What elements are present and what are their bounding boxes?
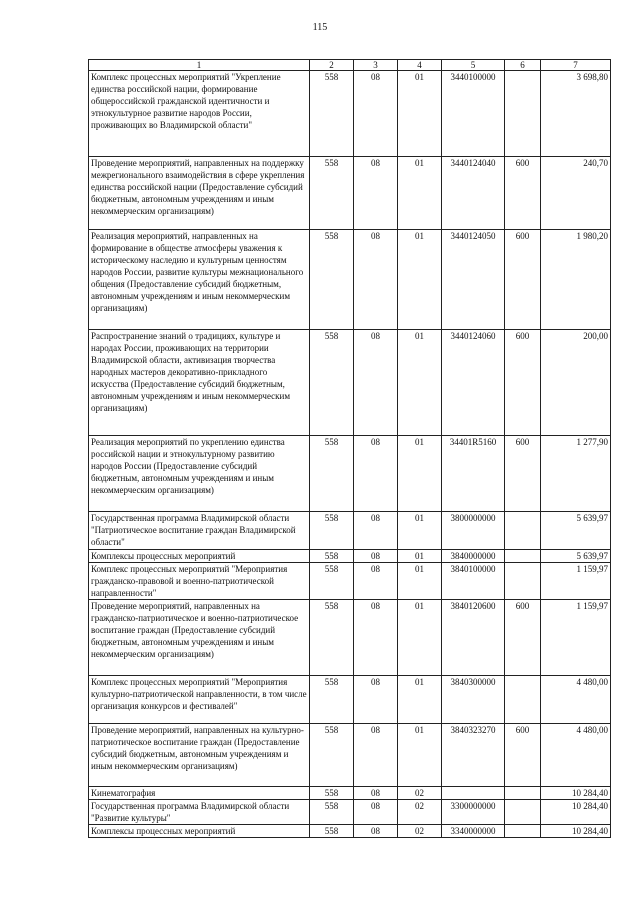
- cell-section: 08: [354, 71, 398, 157]
- cell-target-article: 3340000000: [442, 825, 505, 838]
- cell-expense-type: 600: [505, 600, 541, 676]
- cell-section: 08: [354, 800, 398, 825]
- cell-amount: 4 480,00: [541, 676, 611, 724]
- cell-ministry-code: 558: [310, 436, 354, 512]
- cell-name: Комплексы процессных мероприятий: [89, 550, 310, 563]
- table-row: [89, 330, 611, 436]
- cell-ministry-code: 558: [310, 230, 354, 330]
- table-row: [89, 157, 611, 230]
- cell-expense-type: [505, 676, 541, 724]
- cell-target-article: 3800000000: [442, 512, 505, 550]
- header-col-6: 6: [505, 60, 541, 71]
- table-row: [89, 787, 611, 800]
- cell-expense-type: [505, 550, 541, 563]
- cell-ministry-code: 558: [310, 563, 354, 600]
- cell-subsection: 01: [398, 550, 442, 563]
- cell-subsection: 02: [398, 800, 442, 825]
- table-row: [89, 550, 611, 563]
- cell-section: 08: [354, 230, 398, 330]
- cell-target-article: 3840120600: [442, 600, 505, 676]
- cell-subsection: 01: [398, 436, 442, 512]
- cell-amount: 10 284,40: [541, 800, 611, 825]
- cell-amount: 1 159,97: [541, 563, 611, 600]
- table-header-row: [89, 60, 611, 71]
- cell-amount: 4 480,00: [541, 724, 611, 787]
- cell-target-article: 3840100000: [442, 563, 505, 600]
- cell-expense-type: 600: [505, 330, 541, 436]
- cell-subsection: 01: [398, 724, 442, 787]
- cell-expense-type: [505, 787, 541, 800]
- cell-subsection: 01: [398, 563, 442, 600]
- cell-amount: 3 698,80: [541, 71, 611, 157]
- cell-ministry-code: 558: [310, 512, 354, 550]
- table-row: [89, 600, 611, 676]
- cell-section: 08: [354, 600, 398, 676]
- cell-ministry-code: 558: [310, 800, 354, 825]
- header-col-3: 3: [354, 60, 398, 71]
- header-col-2: 2: [310, 60, 354, 71]
- cell-expense-type: [505, 800, 541, 825]
- cell-expense-type: [505, 71, 541, 157]
- cell-section: 08: [354, 330, 398, 436]
- cell-section: 08: [354, 436, 398, 512]
- cell-expense-type: 600: [505, 724, 541, 787]
- cell-name: Кинематография: [89, 787, 310, 800]
- cell-name: Комплекс процессных мероприятий "Мероприятия культурно-патриотической направленности, в том числе организация конкурсов и фестивалей": [89, 676, 310, 724]
- cell-name: Распространение знаний о традициях, культуре и народах России, проживающих на территории Владимирской области, активизация творчества народных мастеров декоративно-прикладного искусства (Предоставление субсидий бюджетным, автономным учреждениям и иным некоммерческим организациям): [89, 330, 310, 436]
- table-body: [89, 71, 611, 838]
- cell-name: Комплексы процессных мероприятий: [89, 825, 310, 838]
- cell-ministry-code: 558: [310, 550, 354, 563]
- page-number: 115: [312, 22, 328, 33]
- table-row: [89, 436, 611, 512]
- cell-section: 08: [354, 512, 398, 550]
- cell-ministry-code: 558: [310, 787, 354, 800]
- table-row: [89, 71, 611, 157]
- cell-name: Государственная программа Владимирской области "Развитие культуры": [89, 800, 310, 825]
- cell-section: 08: [354, 825, 398, 838]
- cell-subsection: 01: [398, 676, 442, 724]
- cell-amount: 10 284,40: [541, 825, 611, 838]
- cell-subsection: 01: [398, 71, 442, 157]
- cell-target-article: [442, 787, 505, 800]
- cell-expense-type: [505, 563, 541, 600]
- cell-section: 08: [354, 676, 398, 724]
- cell-amount: 200,00: [541, 330, 611, 436]
- cell-ministry-code: 558: [310, 600, 354, 676]
- cell-ministry-code: 558: [310, 676, 354, 724]
- cell-subsection: 01: [398, 512, 442, 550]
- header-col-1: 1: [89, 60, 310, 71]
- cell-subsection: 02: [398, 825, 442, 838]
- cell-expense-type: [505, 825, 541, 838]
- table-row: [89, 512, 611, 550]
- cell-subsection: 01: [398, 157, 442, 230]
- cell-subsection: 01: [398, 230, 442, 330]
- table-row: [89, 800, 611, 825]
- table-row: [89, 825, 611, 838]
- cell-target-article: 3440124050: [442, 230, 505, 330]
- header-col-4: 4: [398, 60, 442, 71]
- cell-name: Реализация мероприятий, направленных на формирование в обществе атмосферы уважения к историческому наследию и культурным ценностям народов России, развитие культуры межнационального общения (Предоставление субсидий бюджетным, автономным учреждениям и иным некоммерческим организациям): [89, 230, 310, 330]
- cell-amount: 5 639,97: [541, 512, 611, 550]
- cell-target-article: 3840323270: [442, 724, 505, 787]
- cell-target-article: 3440100000: [442, 71, 505, 157]
- table-row: [89, 676, 611, 724]
- cell-expense-type: 600: [505, 230, 541, 330]
- cell-ministry-code: 558: [310, 724, 354, 787]
- cell-section: 08: [354, 563, 398, 600]
- cell-amount: 1 159,97: [541, 600, 611, 676]
- cell-ministry-code: 558: [310, 157, 354, 230]
- cell-expense-type: [505, 512, 541, 550]
- cell-target-article: 3300000000: [442, 800, 505, 825]
- cell-amount: 10 284,40: [541, 787, 611, 800]
- cell-target-article: 3440124060: [442, 330, 505, 436]
- cell-expense-type: 600: [505, 436, 541, 512]
- cell-section: 08: [354, 787, 398, 800]
- budget-table: [88, 59, 611, 838]
- cell-ministry-code: 558: [310, 825, 354, 838]
- header-col-7: 7: [541, 60, 611, 71]
- cell-amount: 1 277,90: [541, 436, 611, 512]
- cell-name: Проведение мероприятий, направленных на поддержку межрегионального взаимодействия в сфере укрепления единства российской нации (Предоставление субсидий бюджетным, автономным учреждениям и иным некоммерческим организациям): [89, 157, 310, 230]
- cell-target-article: 3440124040: [442, 157, 505, 230]
- cell-expense-type: 600: [505, 157, 541, 230]
- cell-ministry-code: 558: [310, 71, 354, 157]
- cell-section: 08: [354, 724, 398, 787]
- cell-name: Реализация мероприятий по укреплению единства российской нации и этнокультурному развитию народов России (Предоставление субсидий бюджетным, автономным учреждениям и иным некоммерческим организациям): [89, 436, 310, 512]
- cell-subsection: 01: [398, 330, 442, 436]
- cell-name: Комплекс процессных мероприятий "Мероприятия гражданско-правовой и военно-патриотической направленности": [89, 563, 310, 600]
- cell-ministry-code: 558: [310, 330, 354, 436]
- cell-amount: 1 980,20: [541, 230, 611, 330]
- cell-subsection: 01: [398, 600, 442, 676]
- cell-section: 08: [354, 157, 398, 230]
- cell-name: Проведение мероприятий, направленных на культурно-патриотическое воспитание граждан (Предоставление субсидий бюджетным, автономным учреждениям и иным некоммерческим организациям): [89, 724, 310, 787]
- cell-target-article: 34401R5160: [442, 436, 505, 512]
- table-row: [89, 563, 611, 600]
- cell-section: 08: [354, 550, 398, 563]
- cell-target-article: 3840300000: [442, 676, 505, 724]
- cell-subsection: 02: [398, 787, 442, 800]
- header-col-5: 5: [442, 60, 505, 71]
- cell-name: Государственная программа Владимирской области "Патриотическое воспитание граждан Владимирской области": [89, 512, 310, 550]
- cell-amount: 5 639,97: [541, 550, 611, 563]
- table-row: [89, 230, 611, 330]
- table-row: [89, 724, 611, 787]
- cell-name: Комплекс процессных мероприятий "Укрепление единства российской нации, формирование общероссийской гражданской идентичности и этнокультурное развитие народов России, проживающих во Владимирской области": [89, 71, 310, 157]
- cell-name: Проведение мероприятий, направленных на гражданско-патриотическое и военно-патриотическое воспитание граждан (Предоставление субсидий бюджетным, автономным учреждениям и иным некоммерческим организациям): [89, 600, 310, 676]
- cell-amount: 240,70: [541, 157, 611, 230]
- cell-target-article: 3840000000: [442, 550, 505, 563]
